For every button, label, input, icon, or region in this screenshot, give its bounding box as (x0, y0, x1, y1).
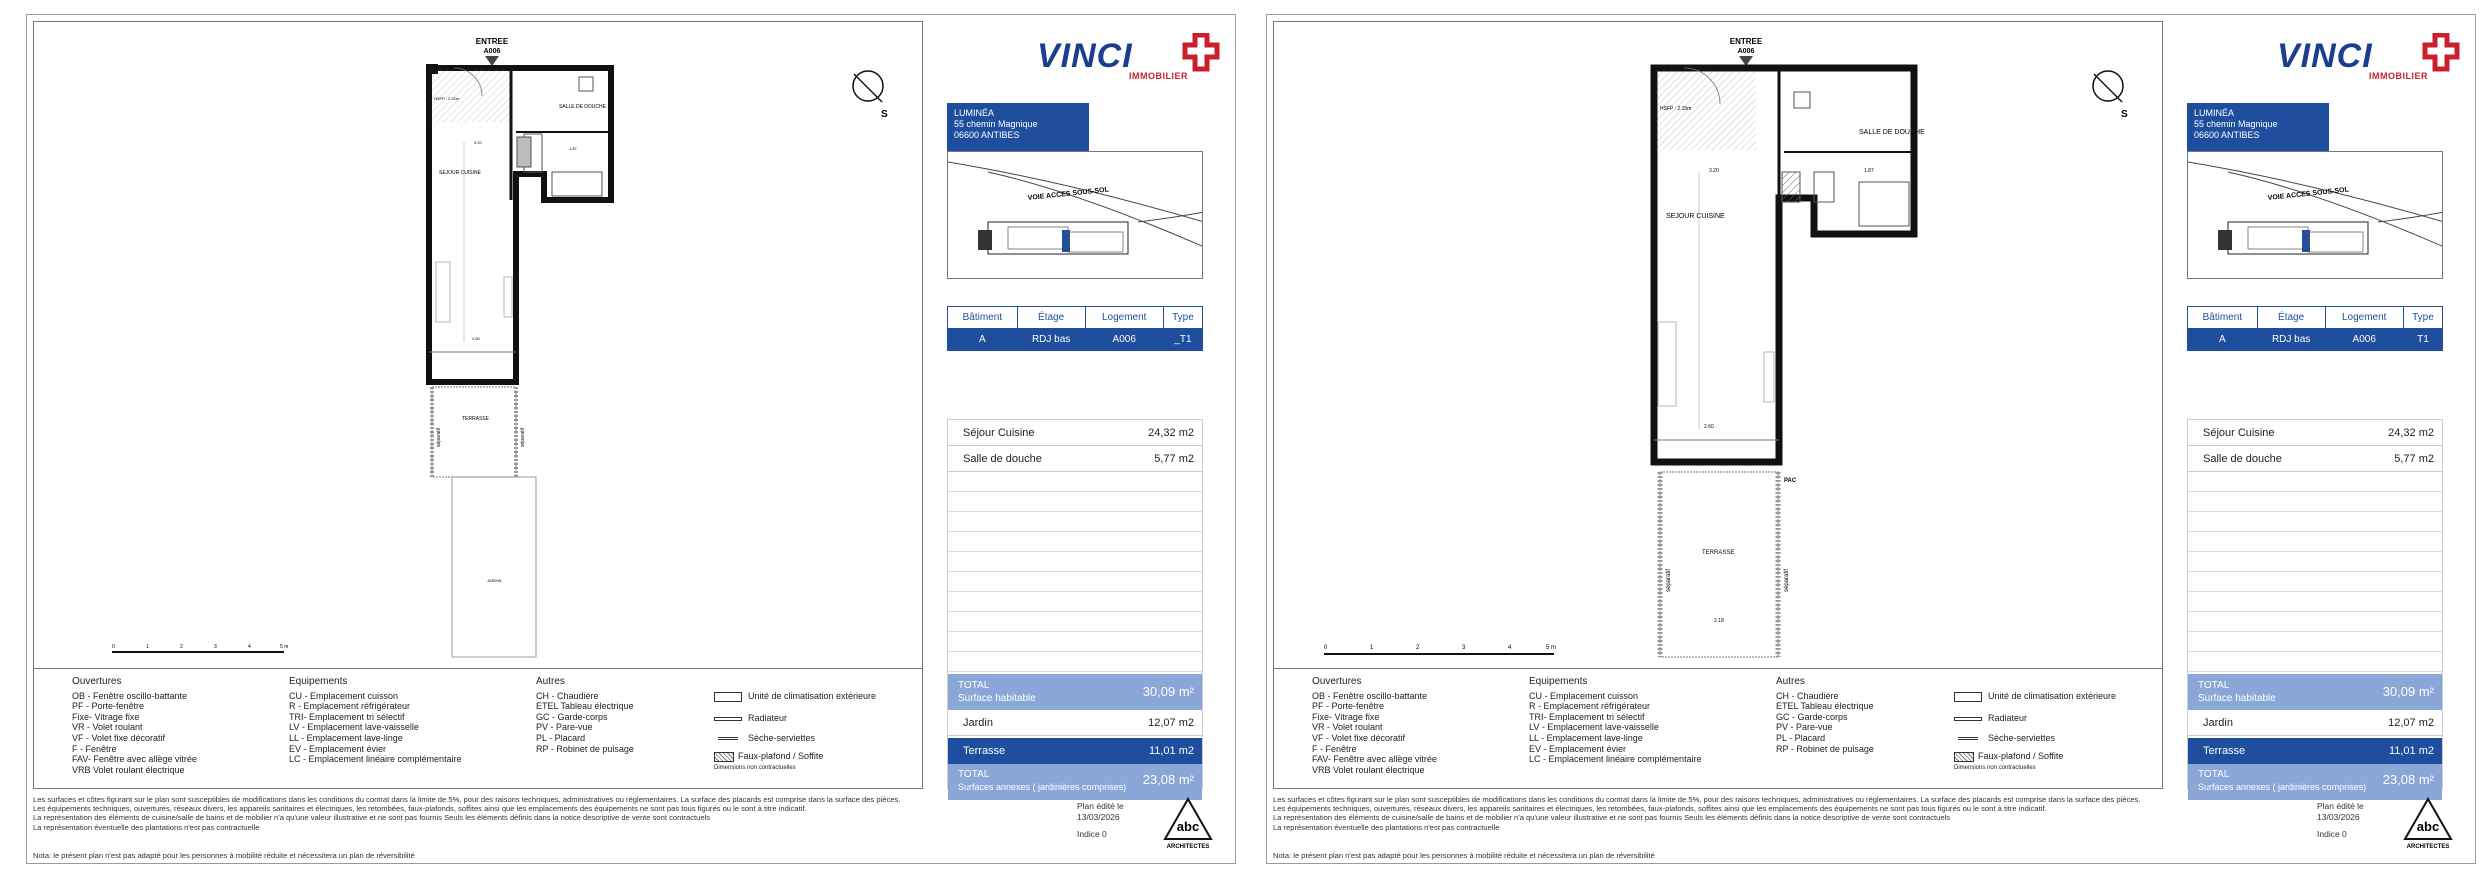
footer-disclaimer: Les surfaces et côtes figurant sur le plan sont susceptibles de modifications dans les conditions du contrat dans la limite de 5%, pour des raisons techniques, administratives ou réglementaires. La surface des placards est comprise dans la surface des pièces. Les équipements techniques, ouvertures, réseaux divers, les appareils sanitaires et électriques, les retombées, faux-plafonds, soffites ainsi que les emplacements des équipements ne sont pas tous figurés ou le sont à titre indicatif. La représentation des éléments de cuisine/salle de bains et de mobilier n'a qu'une valeur illustrative et ne sont pas fournis Seuls les éléments définis dans la notice descriptive de vente sont contractuels La représentation éventuelle des plantations n'est pas contractuelle (33, 795, 901, 832)
legend: Ouvertures OB - Fenêtre oscillo-battante PF - Porte-fenêtre Fixe- Vitrage fixe VR - Volet roulant VF - Volet fixe décoratif F - Fenêtre FAV- Fenêtre avec allège vitrée VRB Volet roulant électrique Equipements CU - Emplacement cuisson R - Emplacement réfrigérateur TRI- Emplacement tri sélectif LV - Emplacement lave-vaisselle LL - Emplacement lave-linge EV - Emplacement évier LC - Emplacement linéaire complémentaire Autres CH - Chaudière ETEL Tableau électrique GC - Garde-corps PV - Pare-vue PL - Placard RP - Robinet de puisage Unité de climatisation extérieure Radiateur Sèche-serviettes Faux-plafond / Soffite Dimensions non contractuelles (1273, 669, 2163, 789)
svg-text:S: S (2121, 109, 2128, 120)
total-annexes: TOTAL Surfaces annexes ( jardinières comprises) 23,08 m² (948, 764, 1202, 800)
plan-edit-info: Plan édité le 13/03/2026 Indice 0 (2317, 801, 2364, 839)
surface-row: Séjour Cuisine 24,32 m2 (2188, 420, 2442, 446)
svg-text:S: S (881, 109, 888, 120)
surface-row: Salle de douche 5,77 m2 (2188, 446, 2442, 472)
svg-text:5 m: 5 m (1546, 645, 1557, 651)
floor-plan-drawing (1274, 22, 2163, 669)
legend: Ouvertures OB - Fenêtre oscillo-battante PF - Porte-fenêtre Fixe- Vitrage fixe VR - Volet roulant VF - Volet fixe décoratif F - Fenêtre FAV- Fenêtre avec allège vitrée VRB Volet roulant électrique Equipements CU - Emplacement cuisson R - Emplacement réfrigérateur TRI- Emplacement tri sélectif LV - Emplacement lave-vaisselle LL - Emplacement lave-linge EV - Emplacement évier LC - Emplacement linéaire complémentaire Autres CH - Chaudière ETEL Tableau électrique GC - Garde-corps PV - Pare-vue PL - Placard RP - Robinet de puisage Unité de climatisation extérieure Radiateur Sèche-serviettes Faux-plafond / Soffite Dimensions non contractuelles (33, 669, 923, 789)
svg-text:4: 4 (248, 644, 251, 650)
svg-text:2: 2 (180, 644, 183, 650)
svg-text:abc: abc (2416, 819, 2440, 834)
svg-text:séparatif: séparatif (520, 427, 526, 447)
svg-text:ARCHITECTES: ARCHITECTES (2406, 844, 2450, 850)
legend-clim: Unité de climatisation extérieure (1954, 691, 2116, 702)
surface-row-jardin: Jardin 12,07 m2 (2188, 710, 2442, 736)
entrance-label: ENTREE (1729, 37, 1763, 46)
clim-unit-icon (1954, 692, 1982, 702)
legend-seche: Sèche-serviettes (714, 733, 815, 743)
legend-autres: Autres CH - Chaudière ETEL Tableau électrique GC - Garde-corps PV - Pare-vue PL - Placard RP - Robinet de puisage (1776, 676, 1874, 754)
room-label-sdb: SALLE DE DOUCHE (1859, 129, 1925, 136)
legend-equipements: Equipements CU - Emplacement cuisson R - Emplacement réfrigérateur TRI- Emplacement tri sélectif LV - Emplacement lave-vaisselle LL - Emplacement lave-linge EV - Emplacement évier LC - Emplacement linéaire complémentaire (289, 676, 462, 765)
address-block: LUMINÉA 55 chemin Magnique 06600 ANTIBES (2187, 103, 2329, 151)
site-road-label: VOIE ACCES SOUS-SOL (2267, 186, 2350, 202)
floor-plan-drawing (34, 22, 923, 669)
side-panel-right (2172, 21, 2472, 791)
svg-text:HSFP : 2.15m: HSFP : 2.15m (1660, 106, 1692, 112)
legend-seche: Sèche-serviettes (1954, 733, 2055, 743)
plan-sheet-left (26, 14, 1236, 864)
compass-icon (853, 71, 888, 120)
svg-text:1.87: 1.87 (1864, 168, 1874, 174)
svg-text:3: 3 (1462, 645, 1466, 651)
towel-dryer-icon (1958, 737, 1978, 740)
site-map (2187, 151, 2443, 279)
svg-text:séparatif: séparatif (1784, 568, 1790, 592)
svg-text:2.60: 2.60 (472, 336, 480, 341)
surfaces-table (2187, 419, 2443, 792)
total-habitable: TOTAL Surface habitable 30,09 m² (2188, 674, 2442, 710)
surface-row-terrasse: Terrasse 11,01 m2 (2188, 738, 2442, 764)
room-label-terrasse: TERRASSE (462, 416, 489, 422)
site-map (947, 151, 1203, 279)
surface-row-jardin: Jardin 12,07 m2 (948, 710, 1202, 736)
footer-note: Nota: le présent plan n'est pas adapté pour les personnes à mobilité réduite et nécessitera un plan de réversibilité (33, 851, 415, 860)
svg-text:5 m: 5 m (280, 644, 289, 650)
surface-row-terrasse: Terrasse 11,01 m2 (948, 738, 1202, 764)
floor-plan-right (1273, 21, 2163, 669)
entrance-unit: A006 (483, 48, 501, 55)
svg-text:3.20: 3.20 (474, 140, 482, 145)
svg-text:1: 1 (1370, 645, 1374, 651)
svg-text:abc: abc (1176, 819, 1200, 834)
unit-info-table: Bâtiment Étage Logement Type A RDJ bas A006 T1 (2187, 306, 2443, 351)
entrance-label: ENTREE (475, 37, 509, 46)
legend-faux-plafond: Faux-plafond / Soffite (714, 751, 823, 762)
svg-text:PAC: PAC (1784, 478, 1797, 484)
room-label-sejour: SEJOUR CUISINE (439, 170, 481, 176)
side-panel-left (932, 21, 1232, 791)
towel-dryer-icon (718, 737, 738, 740)
svg-text:4: 4 (1508, 645, 1512, 651)
floor-plan-left (33, 21, 923, 669)
room-label-sejour: SEJOUR CUISINE (1666, 213, 1725, 220)
svg-text:séparatif: séparatif (1666, 568, 1672, 592)
vinci-logo: VINCI IMMOBILIER (1037, 31, 1227, 87)
hatch-icon (714, 752, 734, 762)
entrance-unit: A006 (1737, 48, 1755, 55)
architect-logo (2401, 797, 2455, 853)
svg-text:2.18: 2.18 (1714, 618, 1724, 624)
footer-disclaimer: Les surfaces et côtes figurant sur le plan sont susceptibles de modifications dans les conditions du contrat dans la limite de 5%, pour des raisons techniques, administratives ou réglementaires. La surface des placards est comprise dans la surface des pièces. Les équipements techniques, ouvertures, réseaux divers, les appareils sanitaires et électriques, les retombées, faux-plafonds, soffites ainsi que les emplacements des équipements ne sont pas tous figurés ou le sont à titre indicatif. La représentation des éléments de cuisine/salle de bains et de mobilier n'a qu'une valeur illustrative et ne sont pas fournis Seuls les éléments définis dans la notice descriptive de vente sont contractuels La représentation éventuelle des plantations n'est pas contractuelle (1273, 795, 2141, 832)
legend-faux-plafond: Faux-plafond / Soffite (1954, 751, 2063, 762)
svg-text:séparatif: séparatif (436, 427, 442, 447)
total-annexes: TOTAL Surfaces annexes ( jardinières comprises) 23,08 m² (2188, 764, 2442, 800)
legend-ouvertures: Ouvertures OB - Fenêtre oscillo-battante PF - Porte-fenêtre Fixe- Vitrage fixe VR - Volet roulant VF - Volet fixe décoratif F - Fenêtre FAV- Fenêtre avec allège vitrée VRB Volet roulant électrique (72, 676, 197, 775)
legend-autres: Autres CH - Chaudière ETEL Tableau électrique GC - Garde-corps PV - Pare-vue PL - Placard RP - Robinet de puisage (536, 676, 634, 754)
compass-icon (2093, 71, 2128, 120)
entrance-arrow-icon (485, 56, 499, 66)
svg-text:0: 0 (112, 644, 115, 650)
svg-text:2.60: 2.60 (1704, 424, 1714, 430)
plan-edit-info: Plan édité le 13/03/2026 Indice 0 (1077, 801, 1124, 839)
radiator-icon (714, 717, 742, 721)
legend-equipements: Equipements CU - Emplacement cuisson R - Emplacement réfrigérateur TRI- Emplacement tri sélectif LV - Emplacement lave-vaisselle LL - Emplacement lave-linge EV - Emplacement évier LC - Emplacement linéaire complémentaire (1529, 676, 1702, 765)
room-label-terrasse: TERRASSE (1702, 550, 1735, 556)
svg-text:3: 3 (214, 644, 217, 650)
hatch-icon (1954, 752, 1974, 762)
architect-logo (1161, 797, 1215, 853)
svg-text:ARCHITECTES: ARCHITECTES (1166, 844, 1210, 850)
clim-unit-icon (714, 692, 742, 702)
legend-radiateur: Radiateur (1954, 713, 2027, 723)
vinci-logo: VINCI IMMOBILIER (2277, 31, 2467, 87)
address-block: LUMINÉA 55 chemin Magnique 06600 ANTIBES (947, 103, 1089, 151)
svg-text:3.20: 3.20 (1709, 168, 1719, 174)
total-habitable: TOTAL Surface habitable 30,09 m² (948, 674, 1202, 710)
legend-ouvertures: Ouvertures OB - Fenêtre oscillo-battante PF - Porte-fenêtre Fixe- Vitrage fixe VR - Volet roulant VF - Volet fixe décoratif F - Fenêtre FAV- Fenêtre avec allège vitrée VRB Volet roulant électrique (1312, 676, 1437, 775)
svg-text:1: 1 (146, 644, 149, 650)
svg-text:0: 0 (1324, 645, 1328, 651)
plan-sheet-right (1266, 14, 2476, 864)
svg-text:1.87: 1.87 (569, 146, 577, 151)
vinci-mark-icon (1181, 33, 1221, 73)
legend-radiateur: Radiateur (714, 713, 787, 723)
surfaces-table (947, 419, 1203, 792)
site-road-label: VOIE ACCES SOUS-SOL (1027, 186, 1110, 202)
surface-row: Séjour Cuisine 24,32 m2 (948, 420, 1202, 446)
surface-row: Salle de douche 5,77 m2 (948, 446, 1202, 472)
radiator-icon (1954, 717, 1982, 721)
vinci-mark-icon (2421, 33, 2461, 73)
room-label-sdb: SALLE DE DOUCHE (559, 104, 606, 110)
svg-text:HSFP : 2.15m: HSFP : 2.15m (434, 96, 460, 101)
legend-clim: Unité de climatisation extérieure (714, 691, 876, 702)
footer-note: Nota: le présent plan n'est pas adapté pour les personnes à mobilité réduite et nécessitera un plan de réversibilité (1273, 851, 1655, 860)
unit-info-table: Bâtiment Étage Logement Type A RDJ bas A006 _T1 (947, 306, 1203, 351)
room-label-jardin: JARDIN (487, 578, 502, 583)
svg-text:2: 2 (1416, 645, 1420, 651)
